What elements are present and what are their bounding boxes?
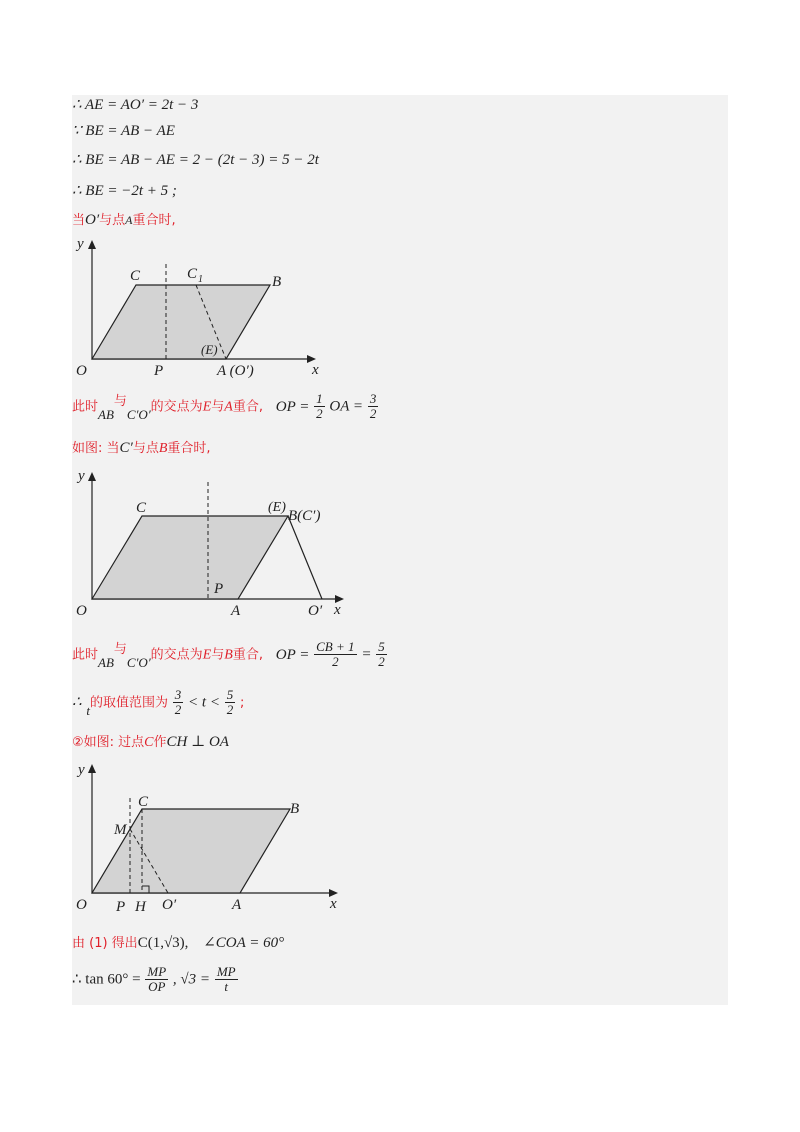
- figure-1-parallelogram: [92, 285, 270, 359]
- figure-1-y-label: y: [77, 236, 84, 252]
- figure-2-parallelogram: [92, 516, 288, 599]
- figure-2: [72, 462, 372, 620]
- case-result-2: 此时AB与C′O′的交点为E与B重合, OP = $\frac{CB + 1}{2}$ = $\frac{5}{2}$: [72, 639, 385, 670]
- line-from-part-1: 由 (1) 得出C(1,√3), ∠COA = 60°: [72, 935, 285, 951]
- figure-2-label-B: B(C′): [288, 508, 321, 524]
- case-heading-2: 如图: 当C′与点B重合时,: [72, 440, 211, 456]
- figure-3-label-B: B: [290, 801, 300, 817]
- figure-3: [72, 756, 362, 920]
- figure-1: [72, 234, 332, 384]
- figure-1-label-C1: C: [187, 266, 198, 282]
- equation-line-4: ∴ BE = −2t + 5 ;: [72, 183, 177, 199]
- figure-1-x-label: x: [312, 362, 319, 378]
- tan-equation: ∴ tan 60° = $\frac{MP}{OP}$ , √3 = $\frac{MP}{t}$: [72, 964, 236, 994]
- figure-3-label-H: H: [135, 899, 146, 915]
- figure-1-label-C1-sub: 1: [198, 274, 203, 285]
- figure-2-label-C: C: [136, 500, 147, 516]
- figure-1-label-P: P: [154, 363, 164, 379]
- figure-1-label-A: A (O′): [217, 363, 254, 379]
- case-result-1: 此时AB与C′O′的交点为E与A重合, OP = $\frac{1}{2}$ OA = $\frac{3}{2}$: [72, 391, 377, 422]
- figure-3-label-M: M: [114, 822, 127, 838]
- figure-3-y-label: y: [78, 762, 85, 778]
- figure-3-x-label: x: [330, 896, 337, 912]
- figure-3-label-A: A: [232, 897, 242, 913]
- equation-line-1: ∴ AE = AO′ = 2t − 3: [72, 97, 199, 113]
- figure-2-y-label: y: [78, 468, 85, 484]
- figure-3-label-C: C: [138, 794, 149, 810]
- figure-2-label-O: O: [76, 603, 87, 619]
- figure-1-label-O: O: [76, 363, 87, 379]
- figure-2-label-A: A: [231, 603, 241, 619]
- figure-1-label-C: C: [130, 268, 141, 284]
- figure-2-label-E: (E): [268, 500, 286, 515]
- figure-1-label-B: B: [272, 274, 282, 290]
- equation-line-3: ∴ BE = AB − AE = 2 − (2t − 3) = 5 − 2t: [72, 152, 319, 168]
- figure-3-label-P: P: [116, 899, 126, 915]
- figure-2-label-P: P: [214, 581, 224, 597]
- range-result: ∴ t的取值范围为 $\frac{3}{2}$ < t < $\frac{5}{2}$ ;: [72, 687, 245, 718]
- figure-2-label-Oprime: O′: [308, 603, 323, 619]
- figure-2-fold-line: [288, 516, 322, 599]
- figure-2-x-label: x: [334, 602, 341, 618]
- part-2-heading: ②如图: 过点C作CH ⊥ OA: [72, 734, 229, 750]
- figure-3-label-Oprime: O′: [162, 897, 177, 913]
- case-heading-1: 当O′与点A重合时,: [72, 212, 176, 228]
- figure-3-label-O: O: [76, 897, 87, 913]
- equation-line-2: ∵ BE = AB − AE: [72, 123, 175, 139]
- figure-1-label-E: (E): [201, 342, 218, 357]
